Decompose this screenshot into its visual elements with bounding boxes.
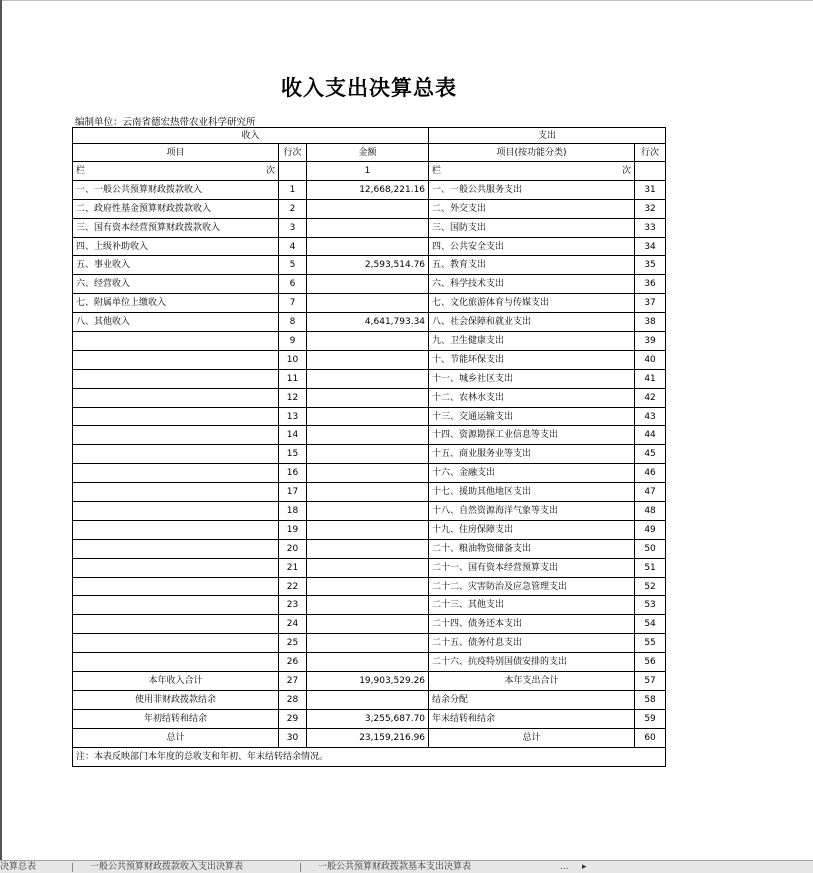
income-expense-table [72,127,666,767]
expense-line-cell: 31 [635,180,666,199]
expense-item-cell: 年末结转和结余 [429,709,635,728]
expense-line-cell: 56 [635,653,666,672]
amount-cell: 3,255,687.70 [307,709,429,728]
income-line-cell: 2 [279,199,307,218]
table-row [73,445,666,464]
expense-item-cell: 八、社会保障和就业支出 [429,313,635,332]
income-item-cell [73,483,279,502]
amount-cell [307,690,429,709]
table-row [73,256,666,275]
amount-cell [307,275,429,294]
expense-item-cell: 十二、农林水支出 [429,388,635,407]
amount-cell [307,520,429,539]
income-line-cell: 5 [279,256,307,275]
expense-item-cell: 二十六、抗疫特别国债安排的支出 [429,653,635,672]
expense-line-cell: 59 [635,709,666,728]
amount-cell [307,539,429,558]
expense-lan-line-cell [635,162,666,181]
income-line-cell: 22 [279,577,307,596]
income-lan-cell [73,162,279,181]
expense-line-cell: 55 [635,634,666,653]
expense-line-cell: 54 [635,615,666,634]
expense-line-cell: 39 [635,332,666,351]
amount-cell [307,653,429,672]
income-line-cell: 24 [279,615,307,634]
ci-label: 次 [265,165,275,176]
amount-cell [307,369,429,388]
expense-item-cell: 九、卫生健康支出 [429,332,635,351]
expense-item-cell: 十、节能环保支出 [429,350,635,369]
expense-item-cell: 二、外交支出 [429,199,635,218]
note-row [73,747,666,766]
amount-cell [307,596,429,615]
income-line-cell: 28 [279,690,307,709]
amount-index-cell: 1 [307,162,429,181]
total-row [73,709,666,728]
expense-line-cell: 33 [635,218,666,237]
expense-line-cell: 50 [635,539,666,558]
expense-line-cell: 45 [635,445,666,464]
income-item-cell: 三、国有资本经营预算财政拨款收入 [73,218,279,237]
expense-item-cell: 本年支出合计 [429,672,635,691]
expense-item-cell: 十八、自然资源海洋气象等支出 [429,502,635,521]
expense-line-cell: 38 [635,313,666,332]
table-row [73,294,666,313]
sheet-tab-summary[interactable]: 决算总表 [0,862,37,872]
income-item-cell [73,539,279,558]
income-line-cell: 17 [279,483,307,502]
expense-line-cell: 46 [635,464,666,483]
amount-cell [307,426,429,445]
sheet-tab-general-budget-income-expense[interactable]: 一般公共预算财政拨款收入支出决算表 [90,862,244,872]
income-line-cell: 15 [279,445,307,464]
amount-cell [307,332,429,351]
income-item-cell [73,520,279,539]
total-row [73,672,666,691]
income-item-cell: 使用非财政拨款结余 [73,690,279,709]
income-line-cell: 18 [279,502,307,521]
window-top-border [0,0,813,1]
amount-cell [307,407,429,426]
income-line-cell: 1 [279,180,307,199]
table-row [73,332,666,351]
income-line-cell: 26 [279,653,307,672]
income-line-cell: 19 [279,520,307,539]
section-header-row [73,128,666,144]
tab-divider [72,863,73,872]
income-item-cell [73,558,279,577]
expense-item-header: 项目(按功能分类) [429,144,635,162]
tab-divider [300,863,301,872]
amount-cell [307,218,429,237]
amount-cell [307,502,429,521]
expense-line-cell: 53 [635,596,666,615]
table-row [73,502,666,521]
income-line-cell: 3 [279,218,307,237]
income-item-cell [73,615,279,634]
income-section-header: 收入 [73,128,429,144]
next-tab-arrow-icon[interactable]: ▸ [582,862,587,872]
expense-item-cell: 二十三、其他支出 [429,596,635,615]
column-index-row [73,162,666,181]
table-row [73,577,666,596]
expense-line-cell: 57 [635,672,666,691]
sheet-tab-bar [0,860,813,873]
income-item-cell [73,502,279,521]
total-row [73,690,666,709]
income-item-cell: 一、一般公共预算财政拨款收入 [73,180,279,199]
income-item-cell [73,596,279,615]
expense-line-cell: 49 [635,520,666,539]
table-row [73,237,666,256]
income-line-cell: 23 [279,596,307,615]
expense-item-cell: 一、一般公共服务支出 [429,180,635,199]
income-item-cell: 七、附属单位上缴收入 [73,294,279,313]
income-item-cell: 本年收入合计 [73,672,279,691]
expense-item-cell: 十七、援助其他地区支出 [429,483,635,502]
income-item-cell [73,653,279,672]
amount-cell [307,350,429,369]
expense-line-cell: 42 [635,388,666,407]
income-item-cell: 八、其他收入 [73,313,279,332]
exp-ci-label: 次 [622,165,632,176]
income-line-cell: 12 [279,388,307,407]
table-row [73,634,666,653]
table-note: 注：本表反映部门本年度的总收支和年初、年末结转结余情况。 [73,747,666,766]
income-line-cell: 8 [279,313,307,332]
expense-item-cell: 六、科学技术支出 [429,275,635,294]
income-item-cell [73,634,279,653]
expense-line-cell: 58 [635,690,666,709]
more-tabs-button[interactable]: ... [560,862,569,872]
compiling-unit: 编制单位：云南省德宏热带农业科学研究所 [75,117,256,128]
amount-cell: 12,668,221.16 [307,180,429,199]
table-row [73,407,666,426]
expense-item-cell: 十四、资源勘探工业信息等支出 [429,426,635,445]
income-line-cell: 21 [279,558,307,577]
amount-cell [307,634,429,653]
income-line-header: 行次 [279,144,307,162]
table-row [73,520,666,539]
window-left-border [0,0,2,860]
amount-cell: 2,593,514.76 [307,256,429,275]
expense-line-cell: 52 [635,577,666,596]
expense-line-cell: 34 [635,237,666,256]
amount-cell: 19,903,529.26 [307,672,429,691]
income-item-cell: 四、上级补助收入 [73,237,279,256]
column-header-row [73,144,666,162]
expense-item-cell: 结余分配 [429,690,635,709]
income-line-cell: 11 [279,369,307,388]
expense-item-cell: 四、公共安全支出 [429,237,635,256]
income-item-cell [73,369,279,388]
income-item-cell [73,464,279,483]
expense-line-cell: 44 [635,426,666,445]
amount-cell [307,237,429,256]
table-row [73,180,666,199]
expense-item-cell: 十三、交通运输支出 [429,407,635,426]
income-item-cell: 年初结转和结余 [73,709,279,728]
expense-item-cell: 二十二、灾害防治及应急管理支出 [429,577,635,596]
table-row [73,596,666,615]
table-row [73,539,666,558]
table-row [73,313,666,332]
income-item-cell: 总计 [73,728,279,747]
expense-item-cell: 五、教育支出 [429,256,635,275]
expense-line-cell: 40 [635,350,666,369]
table-row [73,350,666,369]
table-row [73,369,666,388]
income-item-cell [73,445,279,464]
expense-item-cell: 十九、住房保障支出 [429,520,635,539]
expense-line-header: 行次 [635,144,666,162]
amount-cell [307,445,429,464]
lan-label: 栏 [76,165,86,176]
expense-lan-cell [429,162,635,181]
sheet-tab-general-budget-basic-expense[interactable]: 一般公共预算财政拨款基本支出决算表 [318,862,472,872]
expense-item-cell: 二十一、国有资本经营预算支出 [429,558,635,577]
expense-item-cell: 七、文化旅游体育与传媒支出 [429,294,635,313]
income-item-cell [73,350,279,369]
income-item-cell [73,426,279,445]
expense-line-cell: 47 [635,483,666,502]
income-line-cell: 30 [279,728,307,747]
income-line-cell: 25 [279,634,307,653]
table-row [73,558,666,577]
income-item-cell: 五、事业收入 [73,256,279,275]
income-line-cell: 10 [279,350,307,369]
amount-cell [307,483,429,502]
income-line-cell: 29 [279,709,307,728]
amount-cell [307,199,429,218]
expense-item-cell: 二十五、债务付息支出 [429,634,635,653]
income-lan-line-cell [279,162,307,181]
expense-item-cell: 三、国防支出 [429,218,635,237]
income-line-cell: 16 [279,464,307,483]
income-line-cell: 6 [279,275,307,294]
amount-cell [307,577,429,596]
income-line-cell: 9 [279,332,307,351]
expense-line-cell: 35 [635,256,666,275]
income-line-cell: 7 [279,294,307,313]
table-row [73,199,666,218]
exp-lan-label: 栏 [432,165,442,176]
amount-header: 金额 [307,144,429,162]
income-item-cell: 二、政府性基金预算财政拨款收入 [73,199,279,218]
expense-item-cell: 二十、粮油物资储备支出 [429,539,635,558]
table-row [73,615,666,634]
expense-line-cell: 36 [635,275,666,294]
income-item-cell [73,332,279,351]
expense-line-cell: 48 [635,502,666,521]
amount-cell [307,615,429,634]
amount-cell [307,388,429,407]
income-item-cell [73,407,279,426]
amount-cell: 4,641,793.34 [307,313,429,332]
expense-line-cell: 41 [635,369,666,388]
income-line-cell: 13 [279,407,307,426]
income-item-header: 项目 [73,144,279,162]
amount-cell: 23,159,216.96 [307,728,429,747]
table-row [73,388,666,407]
amount-cell [307,464,429,483]
amount-cell [307,294,429,313]
expense-section-header: 支出 [429,128,666,144]
total-row [73,728,666,747]
report-title: 收入支出决算总表 [281,76,457,100]
income-line-cell: 4 [279,237,307,256]
income-line-cell: 14 [279,426,307,445]
table-row [73,218,666,237]
expense-line-cell: 51 [635,558,666,577]
expense-line-cell: 37 [635,294,666,313]
income-line-cell: 27 [279,672,307,691]
table-row [73,464,666,483]
table-row [73,653,666,672]
amount-cell [307,558,429,577]
income-item-cell: 六、经营收入 [73,275,279,294]
expense-line-cell: 60 [635,728,666,747]
income-item-cell [73,577,279,596]
expense-line-cell: 43 [635,407,666,426]
expense-line-cell: 32 [635,199,666,218]
table-row [73,483,666,502]
expense-item-cell: 十五、商业服务业等支出 [429,445,635,464]
expense-item-cell: 总计 [429,728,635,747]
table-row [73,426,666,445]
expense-item-cell: 十六、金融支出 [429,464,635,483]
table-row [73,275,666,294]
income-line-cell: 20 [279,539,307,558]
income-item-cell [73,388,279,407]
expense-item-cell: 二十四、债务还本支出 [429,615,635,634]
expense-item-cell: 十一、城乡社区支出 [429,369,635,388]
